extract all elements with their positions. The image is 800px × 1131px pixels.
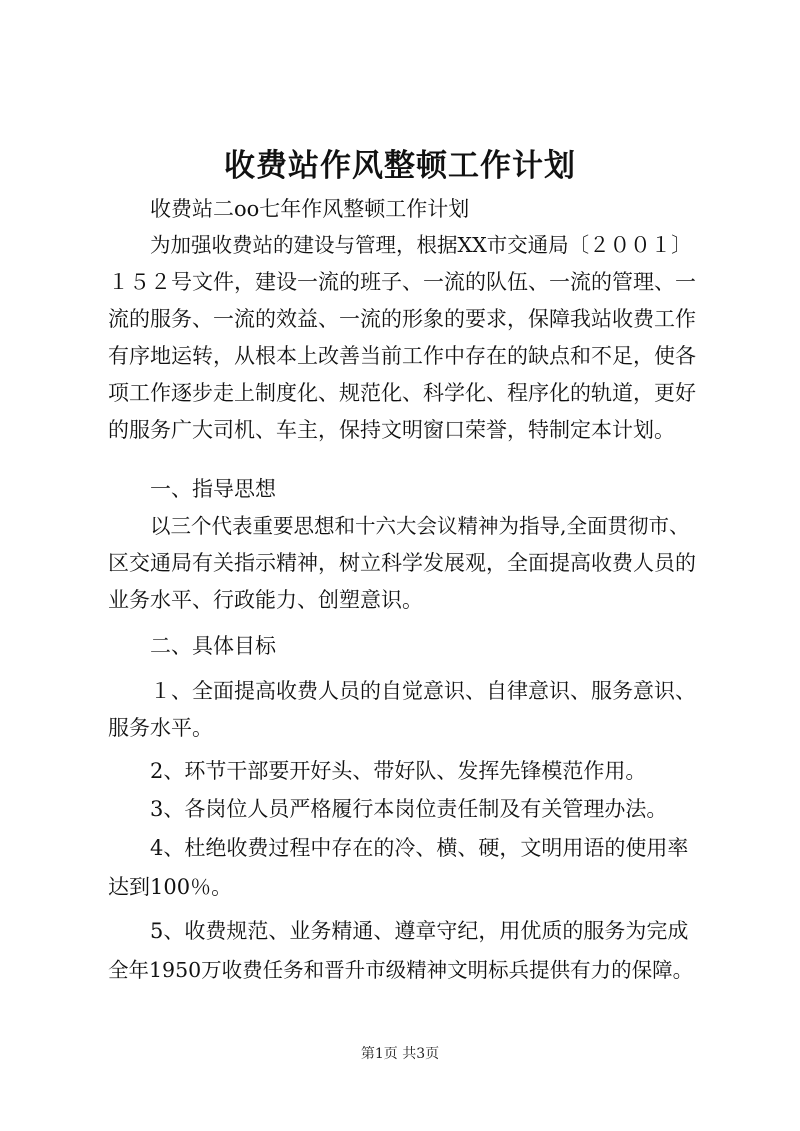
body-line: 4、杜绝收费过程中存在的冷、横、硬，文明用语的使用率 (150, 836, 689, 860)
body-line: １５２号文件，建设一流的班子、一流的队伍、一流的管理、一 (108, 270, 696, 294)
document-title: 收费站作风整顿工作计划 (224, 148, 576, 184)
body-line: １、全面提高收费人员的自觉意识、自律意识、服务意识、 (150, 679, 696, 703)
body-line: 5、收费规范、业务精通、遵章守纪，用优质的服务为完成 (150, 919, 689, 943)
body-line: 以三个代表重要思想和十六大会议精神为指导,全面贯彻市、 (150, 514, 690, 538)
body-line: 3、各岗位人员严格履行本岗位责任制及有关管理办法。 (150, 797, 668, 821)
body-line: 收费站二oo七年作风整顿工作计划 (150, 197, 470, 221)
body-line: 的服务广大司机、车主，保持文明窗口荣誉，特制定本计划。 (108, 418, 675, 442)
body-line: 流的服务、一流的效益、一流的形象的要求，保障我站收费工作 (108, 307, 696, 331)
body-line: 为加强收费站的建设与管理，根据XX市交通局〔２００１〕 (150, 233, 692, 257)
body-line: 项工作逐步走上制度化、规范化、科学化、程序化的轨道，更好 (108, 381, 696, 405)
section-heading: 二、具体目标 (150, 634, 276, 658)
body-line: 业务水平、行政能力、创塑意识。 (108, 588, 423, 612)
body-line: 有序地运转，从根本上改善当前工作中存在的缺点和不足，使各 (108, 344, 696, 368)
body-line: 全年1950万收费任务和晋升市级精神文明标兵提供有力的保障。 (108, 958, 694, 982)
body-line: 2、环节干部要开好头、带好队、发挥先锋模范作用。 (150, 759, 647, 783)
page-number-footer: 第1页 共3页 (360, 1046, 440, 1062)
body-line: 达到100％。 (108, 875, 233, 899)
section-heading: 一、指导思想 (150, 477, 276, 501)
body-line: 区交通局有关指示精神，树立科学发展观，全面提高收费人员的 (108, 551, 696, 575)
body-line: 服务水平。 (108, 716, 213, 740)
